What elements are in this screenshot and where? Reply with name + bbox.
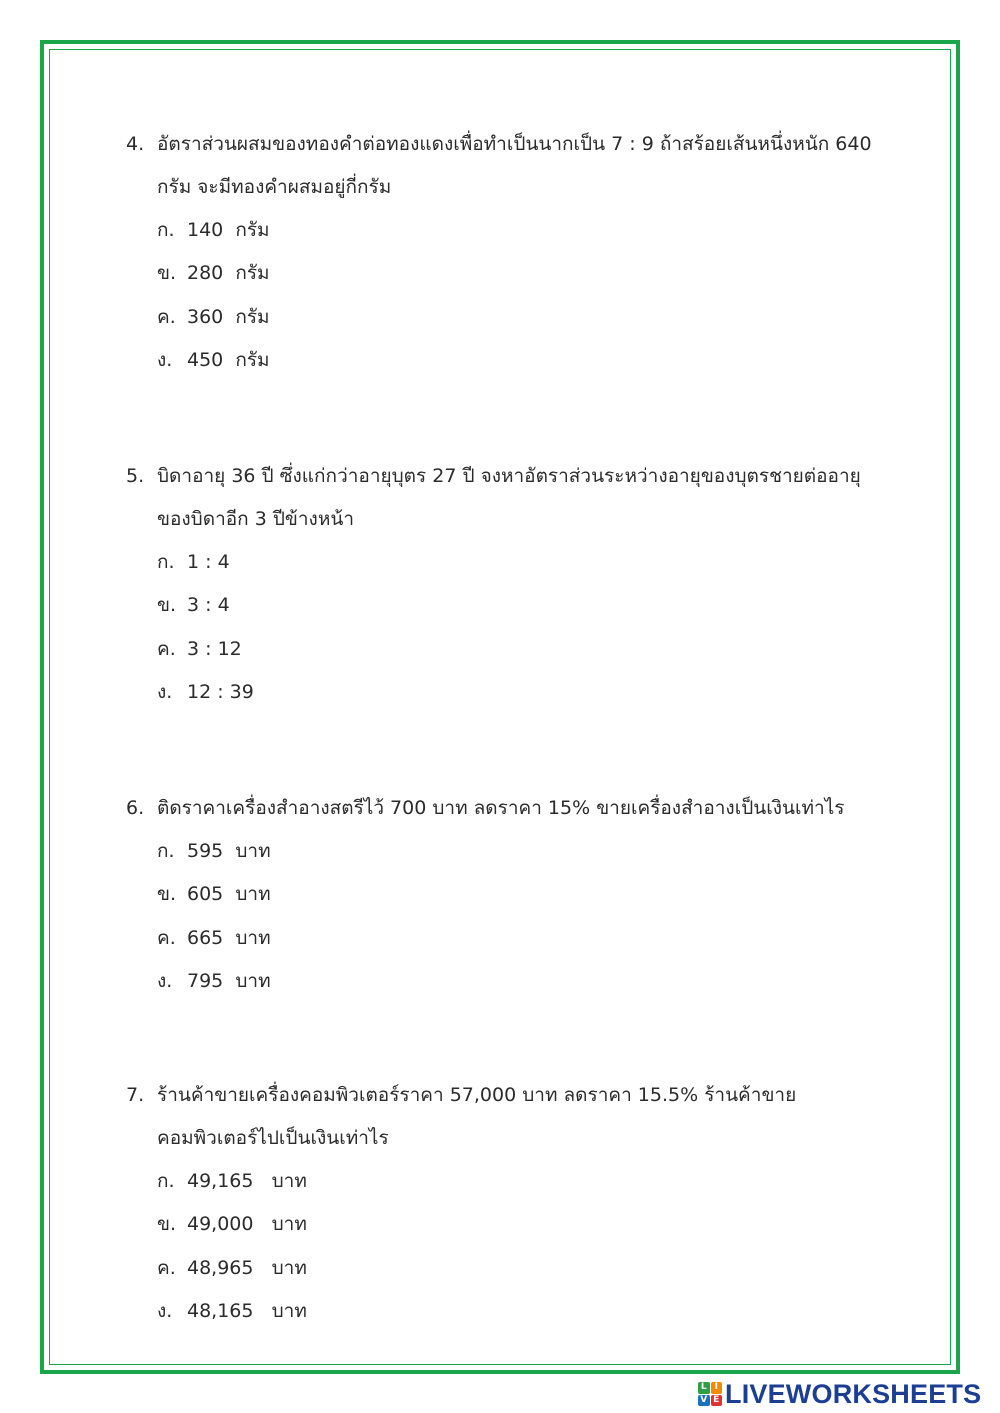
option-d[interactable] bbox=[0, 671, 1000, 714]
option-text: 450 กรัม bbox=[187, 349, 270, 372]
option-b[interactable] bbox=[0, 1203, 1000, 1246]
question-5 bbox=[0, 455, 1000, 715]
option-text: 3 : 4 bbox=[187, 594, 230, 617]
brand-name: LIVEWORKSHEETS bbox=[725, 1378, 982, 1409]
question-stem bbox=[0, 455, 877, 541]
liveworksheets-logo-icon bbox=[698, 1382, 722, 1406]
question-stem bbox=[0, 123, 877, 209]
option-text: 795 บาท bbox=[187, 970, 271, 993]
logo-letter: I bbox=[711, 1382, 723, 1394]
option-label: ค. bbox=[157, 637, 176, 660]
option-label: ค. bbox=[157, 926, 176, 949]
option-label: ง. bbox=[157, 970, 173, 993]
option-label: ข. bbox=[157, 883, 177, 906]
logo-letter: E bbox=[711, 1395, 723, 1407]
question-number: 5. bbox=[126, 465, 145, 487]
question-7 bbox=[0, 1074, 1000, 1334]
option-b[interactable] bbox=[0, 584, 1000, 627]
option-label: ก. bbox=[157, 1170, 175, 1192]
question-text: ติดราคาเครื่องสำอางสตรีไว้ 700 บาท ลดราคา 15% ขายเครื่องสำอางเป็นเงินเท่าไร bbox=[157, 797, 845, 819]
option-a[interactable] bbox=[0, 541, 1000, 584]
question-text: อัตราส่วนผสมของทองคำต่อทองแดงเพื่อทำเป็นนากเป็น 7 : 9 ถ้าสร้อยเส้นหนึ่งหนัก 640 กรัม จะมีทองคำผสมอยู่กี่กรัม bbox=[157, 133, 872, 198]
option-d[interactable] bbox=[0, 339, 1000, 382]
logo-letter: V bbox=[698, 1395, 710, 1407]
option-c[interactable] bbox=[0, 1247, 1000, 1290]
option-label: ข. bbox=[157, 594, 177, 617]
option-b[interactable] bbox=[0, 252, 1000, 295]
liveworksheets-brand[interactable] bbox=[698, 1376, 981, 1412]
option-label: ข. bbox=[157, 262, 177, 285]
option-b[interactable] bbox=[0, 873, 1000, 916]
option-text: 665 บาท bbox=[187, 926, 271, 949]
option-text: 12 : 39 bbox=[187, 681, 254, 704]
option-c[interactable] bbox=[0, 628, 1000, 671]
option-text: 1 : 4 bbox=[187, 551, 230, 573]
option-text: 280 กรัม bbox=[187, 262, 270, 285]
option-text: 48,165 บาท bbox=[187, 1300, 307, 1323]
option-label: ก. bbox=[157, 551, 175, 573]
option-label: ค. bbox=[157, 305, 176, 328]
option-label: ก. bbox=[157, 840, 175, 862]
option-a[interactable] bbox=[0, 830, 1000, 873]
option-label: ก. bbox=[157, 219, 175, 241]
option-d[interactable] bbox=[0, 1290, 1000, 1333]
option-a[interactable] bbox=[0, 1160, 1000, 1203]
question-4 bbox=[0, 123, 1000, 383]
question-stem bbox=[0, 1074, 877, 1160]
question-number: 7. bbox=[126, 1084, 145, 1106]
option-label: ง. bbox=[157, 681, 173, 704]
question-text: ร้านค้าขายเครื่องคอมพิวเตอร์ราคา 57,000 บาท ลดราคา 15.5% ร้านค้าขายคอมพิวเตอร์ไปเป็นเงินเท่าไร bbox=[157, 1084, 797, 1149]
option-c[interactable] bbox=[0, 917, 1000, 960]
question-number: 4. bbox=[126, 133, 145, 155]
option-text: 595 บาท bbox=[187, 840, 271, 862]
option-label: ง. bbox=[157, 349, 173, 372]
option-text: 605 บาท bbox=[187, 883, 271, 906]
option-text: 360 กรัม bbox=[187, 305, 270, 328]
question-number: 6. bbox=[126, 797, 145, 819]
option-text: 49,000 บาท bbox=[187, 1213, 307, 1236]
option-text: 49,165 บาท bbox=[187, 1170, 307, 1192]
option-text: 3 : 12 bbox=[187, 637, 242, 660]
question-6 bbox=[0, 787, 1000, 1004]
option-label: ข. bbox=[157, 1213, 177, 1236]
option-d[interactable] bbox=[0, 960, 1000, 1003]
question-stem bbox=[0, 787, 877, 830]
question-text: บิดาอายุ 36 ปี ซึ่งแก่กว่าอายุบุตร 27 ปี จงหาอัตราส่วนระหว่างอายุของบุตรชายต่ออายุของบิดาอีก 3 ปีข้างหน้า bbox=[157, 465, 861, 530]
logo-letter: L bbox=[698, 1382, 710, 1394]
option-text: 48,965 บาท bbox=[187, 1256, 307, 1279]
option-label: ง. bbox=[157, 1300, 173, 1323]
option-label: ค. bbox=[157, 1256, 176, 1279]
option-a[interactable] bbox=[0, 209, 1000, 252]
option-c[interactable] bbox=[0, 296, 1000, 339]
option-text: 140 กรัม bbox=[187, 219, 270, 241]
